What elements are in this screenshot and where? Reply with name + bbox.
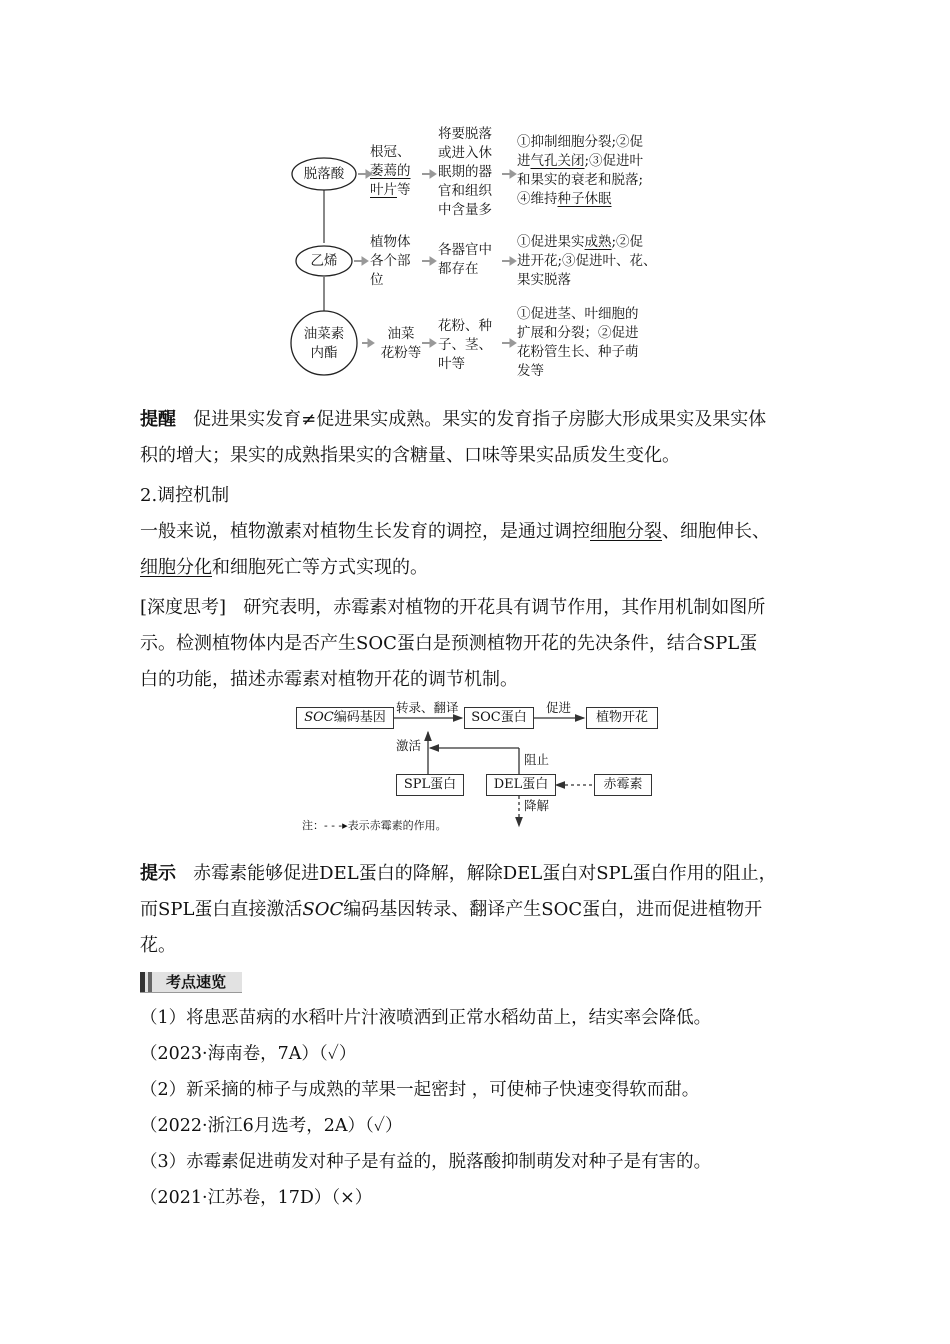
promote-label: 促进 <box>546 700 572 715</box>
quiz-item-3: （3）赤霉素促进萌发对种子是有益的，脱落酸抑制萌发对种子是有害的。 <box>140 1152 712 1172</box>
hint-paragraph: 提示 赤霉素能够促进DEL蛋白的降解，解除DEL蛋白对SPL蛋白作用的阻止， 而SPL蛋白直接激活SOC编码基因转录、翻译产生SOC蛋白，进而促进植物开 花。 <box>140 863 777 956</box>
reminder-paragraph: 提醒 促进果实发育≠促进果实成熟。果实的发育指子房膨大形成果实及果实体 积的增大；果实的成熟指果实的含糖量、口味等果实品质发生变化。 <box>140 409 767 466</box>
block-label: 阻止 <box>524 752 550 767</box>
hormone-site-ethylene: 植物体 各个部 位 <box>370 234 411 288</box>
quiz-item-1: （1）将患恶苗病的水稻叶片汁液喷洒到正常水稻幼苗上，结实率会降低。 <box>140 1008 712 1028</box>
activate-label: 激活 <box>396 738 422 753</box>
hormone-distribution-ethylene: 各器官中 都存在 <box>438 242 492 277</box>
hormone-distribution-aba: 将要脱落 或进入休 眠期的器 官和组织 中含量多 <box>438 126 492 218</box>
hormone-name-ethylene: 乙烯 <box>310 253 338 269</box>
hormone-name-aba: 脱落酸 <box>303 166 345 182</box>
reminder-label: 提醒 <box>140 409 176 430</box>
hormone-name-brassinosteroid: 油菜素 内酯 <box>303 326 345 361</box>
section-underline <box>140 992 242 993</box>
hormone-site-brassinosteroid: 油菜 花粉等 <box>380 326 422 361</box>
gibberellin-box: 赤霉素 <box>594 774 652 796</box>
regulation-flow-diagram <box>290 700 670 840</box>
flowering-box: 植物开花 <box>586 707 658 729</box>
mechanism-heading: 2.调控机制 <box>140 485 230 506</box>
mechanism-paragraph: 一般来说，植物激素对植物生长发育的调控，是通过调控细胞分裂、细胞伸长、 细胞分化和细胞死亡等方式实现的。 <box>140 521 770 578</box>
soc-gene-box: SOC编码基因 <box>296 707 394 729</box>
spl-protein-box: SPL蛋白 <box>396 774 464 796</box>
hormone-site-aba: 根冠、 萎蔫的 叶片等 <box>370 144 411 198</box>
hormone-function-aba: ①抑制细胞分裂;②促 进气孔关闭;③促进叶 和果实的衰老和脱落; ④维持种子休眠 <box>517 134 644 207</box>
hormone-function-brassinosteroid: ①促进茎、叶细胞的 扩展和分裂；②促进 花粉管生长、种子萌 发等 <box>517 306 639 379</box>
diagram-note: 注：- - -▸表示赤霉素的作用。 <box>302 819 447 832</box>
hint-label: 提示 <box>140 863 176 884</box>
hormone-distribution-brassinosteroid: 花粉、种 子、茎、 叶等 <box>438 318 492 372</box>
section-marker <box>140 972 145 992</box>
hormone-figure <box>280 115 680 380</box>
deep-thinking-label: [深度思考] <box>140 597 227 618</box>
quiz-source-3: （2021·江苏卷，17D）（×） <box>140 1188 373 1208</box>
del-protein-box: DEL蛋白 <box>486 774 556 796</box>
quiz-source-1: （2023·海南卷，7A）（✓） <box>140 1044 357 1064</box>
hormone-function-ethylene: ①促进果实成熟;②促 进开花;③促进叶、花、 果实脱落 <box>517 234 657 288</box>
quiz-source-2: （2022·浙江6月选考，2A）（✓） <box>140 1116 403 1136</box>
soc-protein-box: SOC蛋白 <box>464 707 534 729</box>
quiz-item-2: （2）新采摘的柿子与成熟的苹果一起密封 ，可使柿子快速变得软而甜。 <box>140 1080 700 1100</box>
deep-thinking-paragraph: [深度思考] 研究表明，赤霉素对植物的开花具有调节作用，其作用机制如图所 示。检测植物体内是否产生SOC蛋白是预测植物开花的先决条件，结合SPL蛋 白的功能，描述赤霉素对植物开花的调节机制。 <box>140 597 766 690</box>
transcribe-translate-label: 转录、翻译 <box>396 700 459 715</box>
section-title: 考点速览 <box>166 973 227 991</box>
section-header <box>140 972 242 992</box>
section-marker-2 <box>148 972 152 992</box>
degrade-label: 降解 <box>524 798 550 813</box>
